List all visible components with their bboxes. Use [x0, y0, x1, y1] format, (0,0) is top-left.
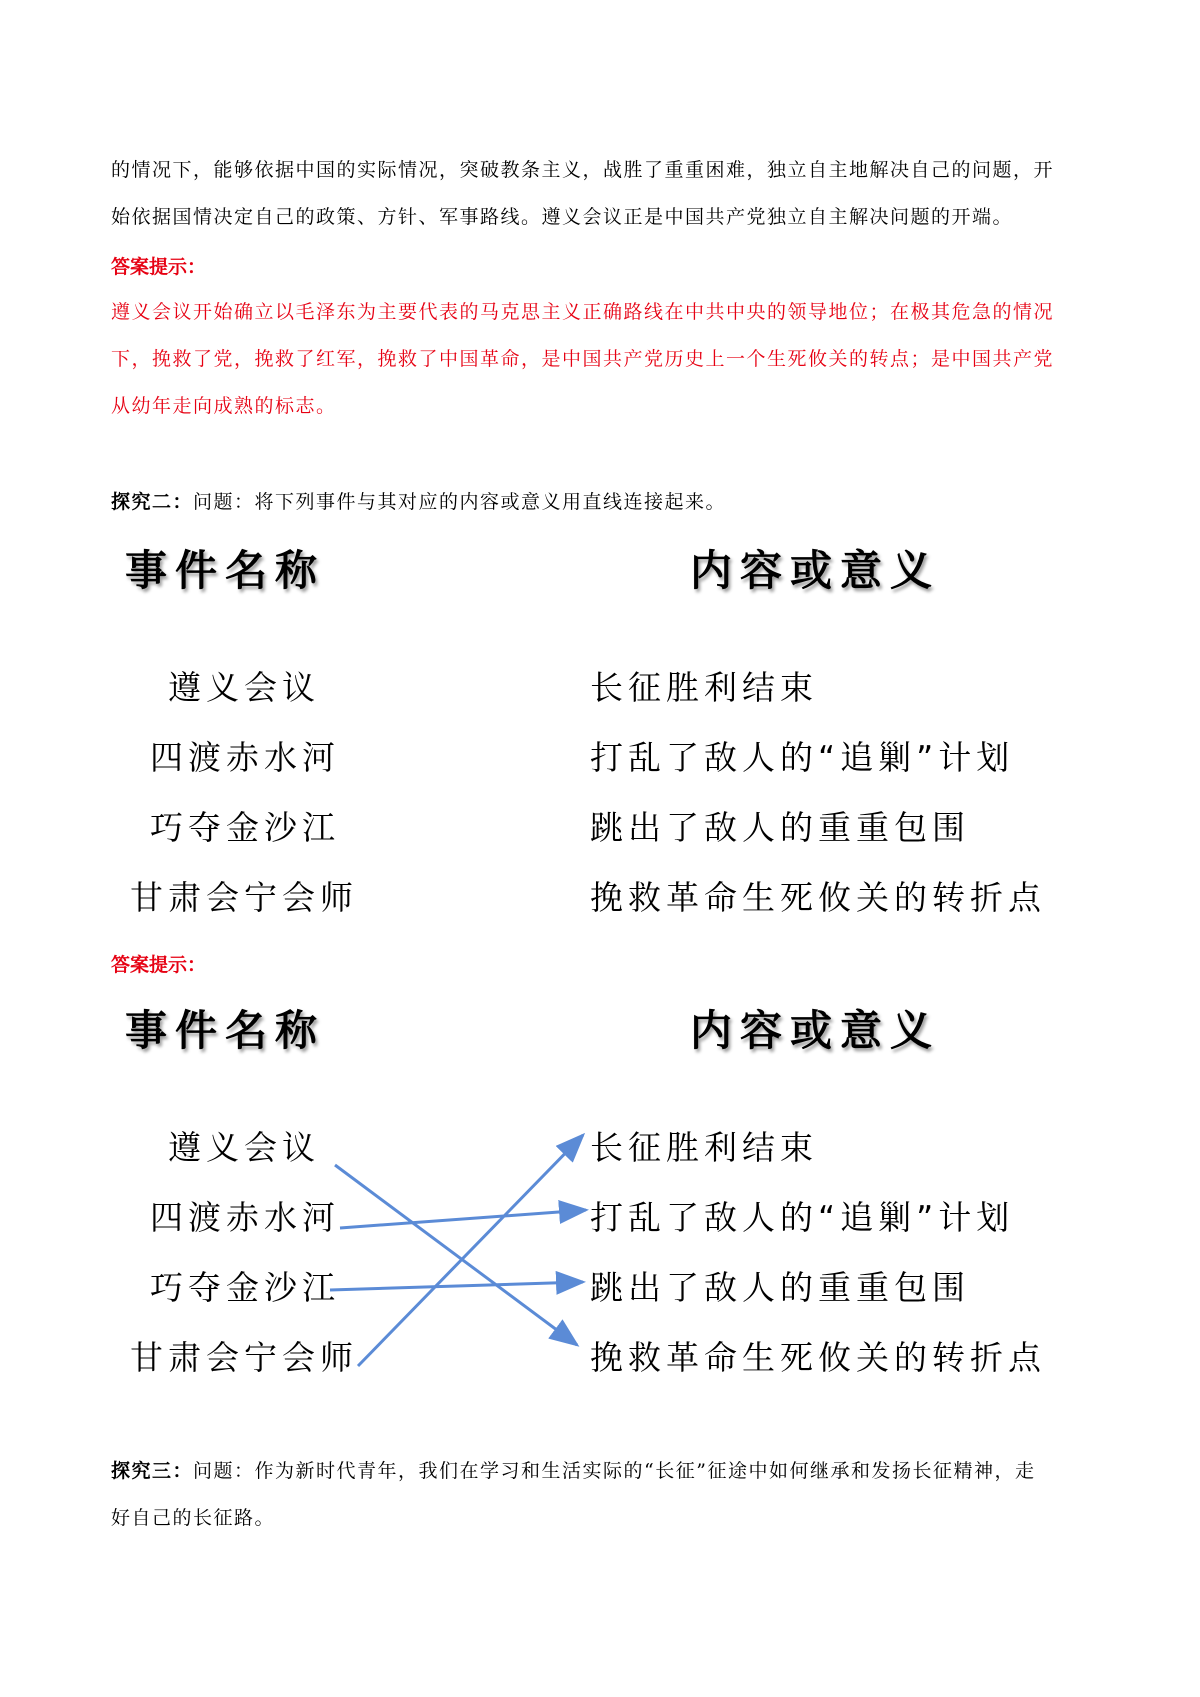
meaning-item: 挽救革命生死攸关的转折点 [590, 878, 1046, 917]
event-item: 遵义会议 [168, 668, 320, 707]
event-item-answer: 甘肃会宁会师 [130, 1338, 358, 1377]
event-item: 巧夺金沙江 [150, 808, 340, 847]
meaning-item-answer: 挽救革命生死攸关的转折点 [590, 1338, 1046, 1377]
event-item-answer: 四渡赤水河 [150, 1198, 340, 1237]
inquiry-three-label: 探究三： [111, 1460, 194, 1482]
event-item: 甘肃会宁会师 [130, 878, 358, 917]
event-item-answer: 巧夺金沙江 [150, 1268, 340, 1307]
hint-line: 下，挽救了党，挽救了红军，挽救了中国革命，是中国共产党历史上一个生死攸关的转点；是中国共产党 [111, 348, 1055, 370]
answer-hint-label: 答案提示： [111, 256, 207, 278]
inquiry-two-label: 探究二： [111, 491, 194, 513]
hint-line: 从幼年走向成熟的标志。 [111, 395, 337, 417]
events-heading-answer: 事件名称 [125, 1006, 326, 1055]
inquiry-three [111, 1448, 1101, 1542]
inquiry-three-line: 问题：作为新时代青年，我们在学习和生活实际的“长征”征途中如何继承和发扬长征精神，走 [193, 1460, 1036, 1482]
meanings-heading-answer: 内容或意义 [690, 1006, 941, 1055]
connector-arrow [330, 1282, 583, 1290]
connector-arrow [340, 1210, 586, 1228]
intro-line: 始依据国情决定自己的政策、方针、军事路线。遵义会议正是中国共产党独立自主解决问题的开端。 [111, 206, 1014, 228]
meaning-item: 打乱了敌人的“追剿”计划 [590, 738, 1015, 777]
meanings-heading: 内容或意义 [690, 546, 941, 595]
meaning-item-answer: 跳出了敌人的重重包围 [590, 1268, 970, 1307]
hint-line: 遵义会议开始确立以毛泽东为主要代表的马克思主义正确路线在中共中央的领导地位；在极其危急的情况 [111, 301, 1055, 323]
meaning-item: 长征胜利结束 [590, 668, 818, 707]
connector-arrow [358, 1135, 583, 1366]
inquiry-three-line: 好自己的长征路。 [111, 1507, 276, 1529]
event-item: 四渡赤水河 [150, 738, 340, 777]
inquiry-two-question: 问题：将下列事件与其对应的内容或意义用直线连接起来。 [193, 491, 727, 513]
event-item-answer: 遵义会议 [168, 1128, 320, 1167]
answer-hint-label-2: 答案提示： [111, 954, 207, 976]
events-heading: 事件名称 [125, 546, 326, 595]
meaning-item-answer: 长征胜利结束 [590, 1128, 818, 1167]
intro-line: 的情况下，能够依据中国的实际情况，突破教条主义，战胜了重重困难，独立自主地解决自己的问题，开 [111, 159, 1055, 181]
meaning-item-answer: 打乱了敌人的“追剿”计划 [590, 1198, 1015, 1237]
connector-arrow [335, 1165, 577, 1345]
meaning-item: 跳出了敌人的重重包围 [590, 808, 970, 847]
